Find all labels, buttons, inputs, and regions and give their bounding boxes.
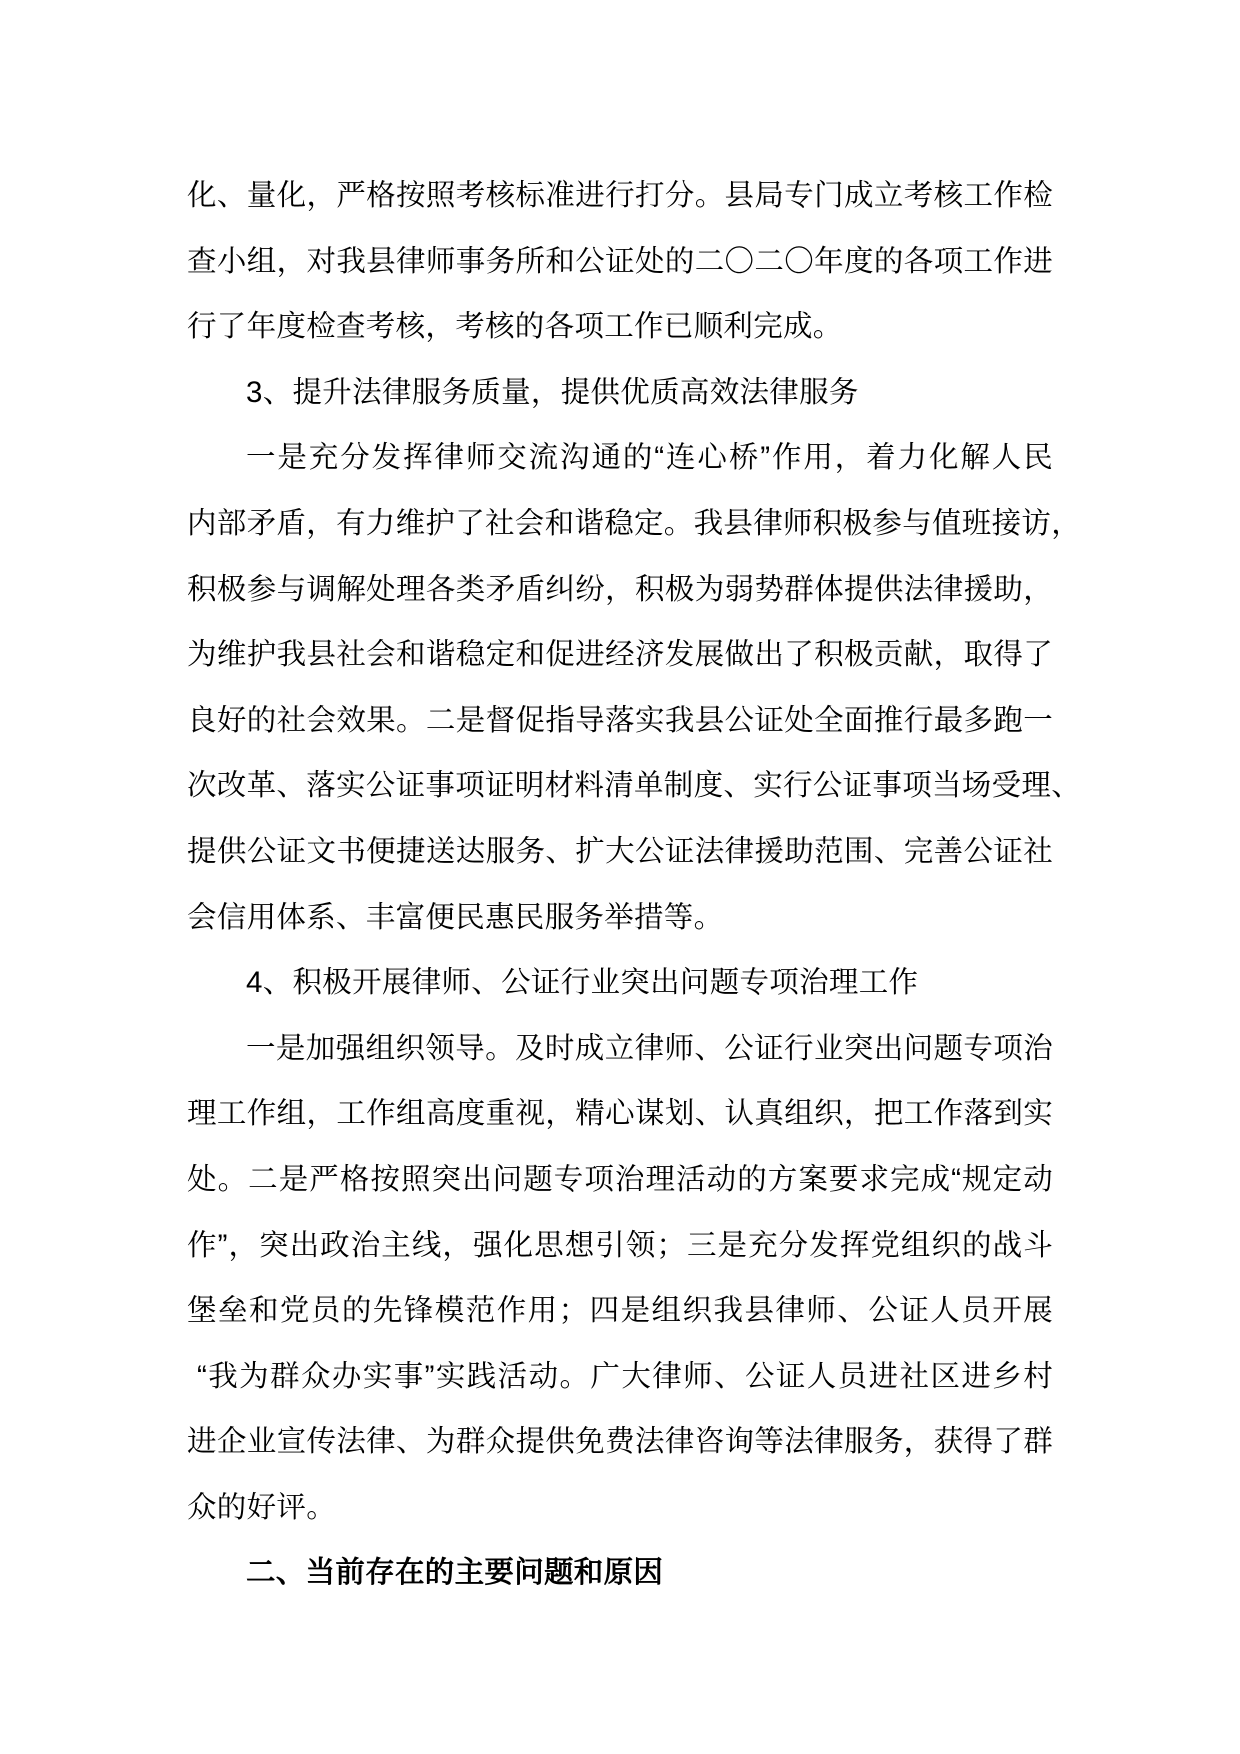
text-line: 次改革、落实公证事项证明材料清单制度、实行公证事项当场受理、 [187, 769, 1082, 803]
text-line: 查小组，对我县律师事务所和公证处的二〇二〇年度的各项工作进 [187, 244, 1053, 278]
document-text-block [187, 163, 1082, 1606]
text-line: 内部矛盾，有力维护了社会和谐稳定。我县律师积极参与值班接访， [187, 506, 1082, 540]
text-line: 良好的社会效果。二是督促指导落实我县公证处全面推行最多跑一 [187, 703, 1053, 737]
text-line: 作”，突出政治主线，强化思想引领；三是充分发挥党组织的战斗 [187, 1228, 1053, 1262]
text-line: 处。二是严格按照突出问题专项治理活动的方案要求完成“规定动 [187, 1162, 1053, 1196]
text-line: 理工作组，工作组高度重视，精心谋划、认真组织，把工作落到实 [187, 1097, 1053, 1131]
text-line: 积极参与调解处理各类矛盾纠纷，积极为弱势群体提供法律援助， [187, 572, 1053, 606]
text-line: 会信用体系、丰富便民惠民服务举措等。 [187, 900, 724, 934]
text-line: “我为群众办实事”实践活动。广大律师、公证人员进社区进乡村 [197, 1359, 1053, 1393]
text-line: 堡垒和党员的先锋模范作用；四是组织我县律师、公证人员开展 [187, 1294, 1053, 1328]
text-line: 进企业宣传法律、为群众提供免费法律咨询等法律服务，获得了群 [187, 1425, 1053, 1459]
text-line: 化、量化，严格按照考核标准进行打分。县局专门成立考核工作检 [187, 179, 1053, 212]
text-line: 众的好评。 [187, 1490, 337, 1524]
text-line: 行了年度检查考核，考核的各项工作已顺利完成。 [187, 310, 843, 344]
text-line: 提供公证文书便捷送达服务、扩大公证法律援助范围、完善公证社 [187, 834, 1053, 868]
text-line: 为维护我县社会和谐稳定和促进经济发展做出了积极贡献，取得了 [187, 638, 1053, 672]
section-heading: 二、当前存在的主要问题和原因 [246, 1556, 664, 1590]
text-line: 一是充分发挥律师交流沟通的“连心桥”作用，着力化解人民 [246, 441, 1053, 475]
list-item-heading: 4、积极开展律师、公证行业突出问题专项治理工作 [246, 966, 919, 1000]
list-item-heading: 3、提升法律服务质量，提供优质高效法律服务 [246, 375, 859, 409]
text-line: 一是加强组织领导。及时成立律师、公证行业突出问题专项治 [246, 1031, 1053, 1065]
